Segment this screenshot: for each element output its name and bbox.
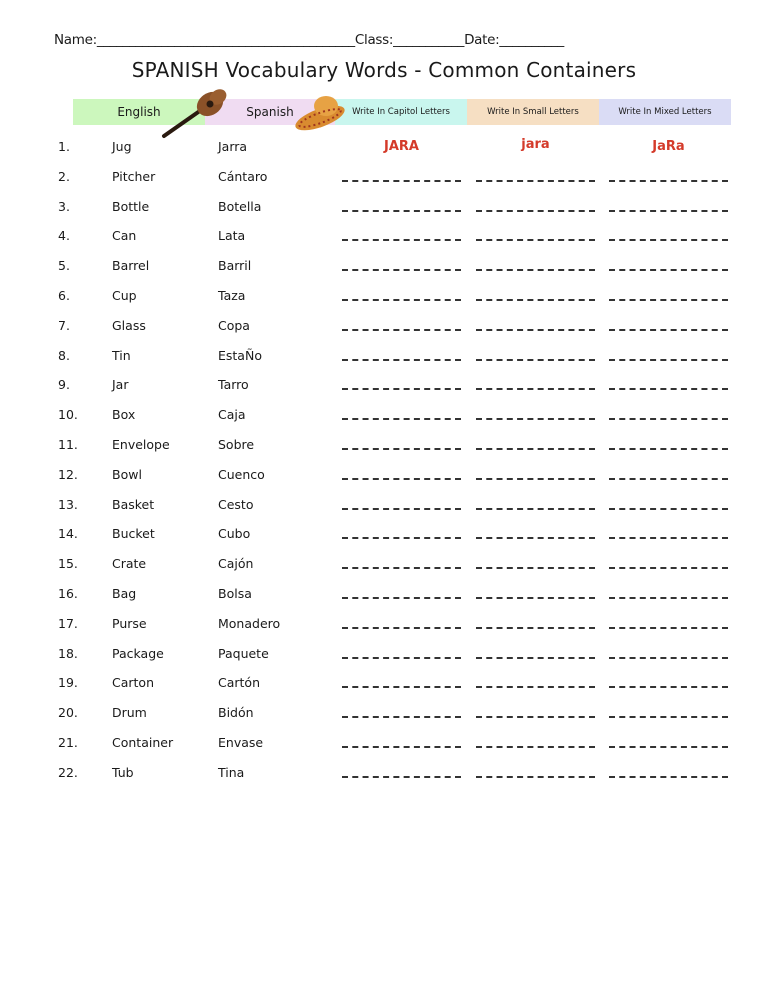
english-word: Box	[112, 407, 136, 423]
guitar-icon	[160, 88, 230, 140]
word-row	[0, 523, 768, 553]
spanish-word: Botella	[218, 198, 262, 214]
answer-line-mixed[interactable]	[609, 359, 728, 361]
answer-line-capital[interactable]	[342, 478, 461, 480]
word-row	[0, 345, 768, 375]
answer-line-capital[interactable]	[342, 329, 461, 331]
spanish-word: Sobre	[218, 436, 255, 452]
answer-line-mixed[interactable]	[609, 329, 728, 331]
row-number: 9.	[58, 377, 70, 393]
row-number: 18.	[58, 645, 78, 661]
row-number: 12.	[58, 466, 78, 482]
answer-line-mixed[interactable]	[609, 239, 728, 241]
english-word: Bag	[112, 585, 137, 601]
answer-line-capital[interactable]	[342, 657, 461, 659]
answer-line-capital[interactable]	[342, 299, 461, 301]
answer-line-capital[interactable]	[342, 537, 461, 539]
answer-line-capital[interactable]	[342, 597, 461, 599]
answer-line-small[interactable]	[476, 567, 595, 569]
answer-line-small[interactable]	[476, 508, 595, 510]
answer-line-capital[interactable]	[342, 359, 461, 361]
spanish-word: Cartón	[218, 675, 260, 691]
english-word: Tin	[112, 347, 131, 363]
word-row	[0, 404, 768, 434]
english-word: Jar	[112, 377, 129, 393]
english-word: Envelope	[112, 436, 170, 452]
spanish-word: Tarro	[218, 377, 249, 393]
header-small: Write In Small Letters	[467, 99, 599, 125]
word-row	[0, 196, 768, 226]
spanish-word: Bolsa	[218, 585, 252, 601]
word-row	[0, 553, 768, 583]
row-number: 13.	[58, 496, 78, 512]
english-word: Pitcher	[112, 168, 156, 184]
word-row	[0, 762, 768, 792]
answer-line-small[interactable]	[476, 776, 595, 778]
spanish-word: Barril	[218, 258, 252, 274]
spanish-word: Cajón	[218, 556, 254, 572]
answer-line-capital[interactable]	[342, 388, 461, 390]
row-number: 15.	[58, 556, 78, 572]
answer-line-capital[interactable]	[342, 239, 461, 241]
answer-line-mixed[interactable]	[609, 776, 728, 778]
english-word: Bucket	[112, 526, 155, 542]
spanish-word: Paquete	[218, 645, 269, 661]
row-number: 14.	[58, 526, 78, 542]
answer-line-capital[interactable]	[342, 180, 461, 182]
word-row	[0, 613, 768, 643]
spanish-word: Caja	[218, 407, 246, 423]
header-english: English	[73, 99, 205, 125]
spanish-word: Monadero	[218, 615, 281, 631]
word-row	[0, 732, 768, 762]
row-number: 5.	[58, 258, 70, 274]
header-capital: Write In Capitol Letters	[335, 99, 467, 125]
row-number: 3.	[58, 198, 70, 214]
word-row	[0, 643, 768, 673]
answer-line-small[interactable]	[476, 686, 595, 688]
answer-line-small[interactable]	[476, 716, 595, 718]
answer-line-capital[interactable]	[342, 567, 461, 569]
row-number: 1.	[58, 139, 70, 154]
answer-line-capital[interactable]	[342, 269, 461, 271]
answer-line-small[interactable]	[476, 299, 595, 301]
vocabulary-list	[0, 136, 768, 792]
answer-line-mixed[interactable]	[609, 478, 728, 480]
answer-line-capital[interactable]	[342, 746, 461, 748]
page-title: SPANISH Vocabulary Words - Common Containers	[131, 58, 637, 82]
answer-line-small[interactable]	[476, 746, 595, 748]
answer-line-small[interactable]	[476, 180, 595, 182]
answer-line-mixed[interactable]	[609, 597, 728, 599]
answer-line-capital[interactable]	[342, 418, 461, 420]
row-number: 21.	[58, 734, 78, 750]
spanish-word: Tina	[218, 764, 245, 780]
spanish-word: Cántaro	[218, 168, 268, 184]
answer-line-mixed[interactable]	[609, 627, 728, 629]
answer-line-small[interactable]	[476, 657, 595, 659]
word-row	[0, 225, 768, 255]
english-word: Bottle	[112, 198, 150, 214]
answer-line-small[interactable]	[476, 329, 595, 331]
header-spanish: Spanish	[205, 99, 335, 125]
answer-line-capital[interactable]	[342, 508, 461, 510]
word-row	[0, 702, 768, 732]
answer-line-mixed[interactable]	[609, 746, 728, 748]
answer-line-small[interactable]	[476, 597, 595, 599]
english-word: Crate	[112, 556, 147, 572]
answer-line-small[interactable]	[476, 478, 595, 480]
spanish-word: Bidón	[218, 705, 254, 721]
example-capital: JARA	[384, 139, 419, 154]
word-row	[0, 434, 768, 464]
row-number: 19.	[58, 675, 78, 691]
answer-line-small[interactable]	[476, 239, 595, 241]
word-row	[0, 136, 768, 166]
row-number: 4.	[58, 228, 70, 244]
word-row	[0, 374, 768, 404]
english-word: Can	[112, 228, 137, 244]
answer-line-mixed[interactable]	[609, 418, 728, 420]
row-number: 22.	[58, 764, 78, 780]
example-small: jara	[521, 137, 550, 152]
row-number: 6.	[58, 287, 70, 303]
english-word: Drum	[112, 705, 147, 721]
answer-line-small[interactable]	[476, 388, 595, 390]
sombrero-icon	[292, 90, 352, 132]
row-number: 17.	[58, 615, 78, 631]
answer-line-mixed[interactable]	[609, 686, 728, 688]
spanish-word: Cubo	[218, 526, 251, 542]
answer-line-capital[interactable]	[342, 776, 461, 778]
english-word: Bowl	[112, 466, 142, 482]
answer-line-capital[interactable]	[342, 686, 461, 688]
answer-line-small[interactable]	[476, 418, 595, 420]
row-number: 10.	[58, 407, 78, 423]
word-row	[0, 583, 768, 613]
example-mixed: JaRa	[652, 139, 685, 154]
english-word: Jug	[112, 139, 132, 154]
answer-line-small[interactable]	[476, 448, 595, 450]
english-word: Basket	[112, 496, 155, 512]
english-word: Glass	[112, 317, 146, 333]
spanish-word: Copa	[218, 317, 250, 333]
spanish-word: Lata	[218, 228, 246, 244]
answer-line-mixed[interactable]	[609, 180, 728, 182]
spanish-word: Envase	[218, 734, 264, 750]
word-row	[0, 255, 768, 285]
english-word: Barrel	[112, 258, 150, 274]
answer-line-small[interactable]	[476, 627, 595, 629]
spanish-word: Taza	[218, 287, 246, 303]
word-row	[0, 285, 768, 315]
row-number: 8.	[58, 347, 70, 363]
name-class-date-line: Name:________________________________________Class:___________Date:__________	[54, 32, 564, 48]
english-word: Purse	[112, 615, 147, 631]
answer-line-mixed[interactable]	[609, 299, 728, 301]
row-number: 16.	[58, 585, 78, 601]
answer-line-small[interactable]	[476, 537, 595, 539]
english-word: Container	[112, 734, 174, 750]
answer-line-mixed[interactable]	[609, 716, 728, 718]
answer-line-mixed[interactable]	[609, 388, 728, 390]
spanish-word: Jarra	[218, 139, 248, 154]
spanish-word: EstaÑo	[218, 347, 262, 363]
answer-line-mixed[interactable]	[609, 567, 728, 569]
header-mixed: Write In Mixed Letters	[599, 99, 731, 125]
answer-line-capital[interactable]	[342, 448, 461, 450]
answer-line-small[interactable]	[476, 210, 595, 212]
answer-line-mixed[interactable]	[609, 657, 728, 659]
word-row	[0, 672, 768, 702]
row-number: 20.	[58, 705, 78, 721]
answer-line-mixed[interactable]	[609, 448, 728, 450]
spanish-word: Cesto	[218, 496, 254, 512]
row-number: 2.	[58, 168, 70, 184]
word-row	[0, 166, 768, 196]
answer-line-small[interactable]	[476, 359, 595, 361]
english-word: Cup	[112, 287, 137, 303]
answer-line-mixed[interactable]	[609, 537, 728, 539]
answer-line-mixed[interactable]	[609, 269, 728, 271]
word-row	[0, 494, 768, 524]
english-word: Package	[112, 645, 164, 661]
answer-line-capital[interactable]	[342, 627, 461, 629]
row-number: 7.	[58, 317, 70, 333]
english-word: Carton	[112, 675, 154, 691]
english-word: Tub	[112, 764, 134, 780]
answer-line-capital[interactable]	[342, 210, 461, 212]
answer-line-small[interactable]	[476, 269, 595, 271]
answer-line-capital[interactable]	[342, 716, 461, 718]
answer-line-mixed[interactable]	[609, 508, 728, 510]
spanish-word: Cuenco	[218, 466, 265, 482]
row-number: 11.	[58, 436, 78, 452]
word-row	[0, 464, 768, 494]
answer-line-mixed[interactable]	[609, 210, 728, 212]
word-row	[0, 315, 768, 345]
